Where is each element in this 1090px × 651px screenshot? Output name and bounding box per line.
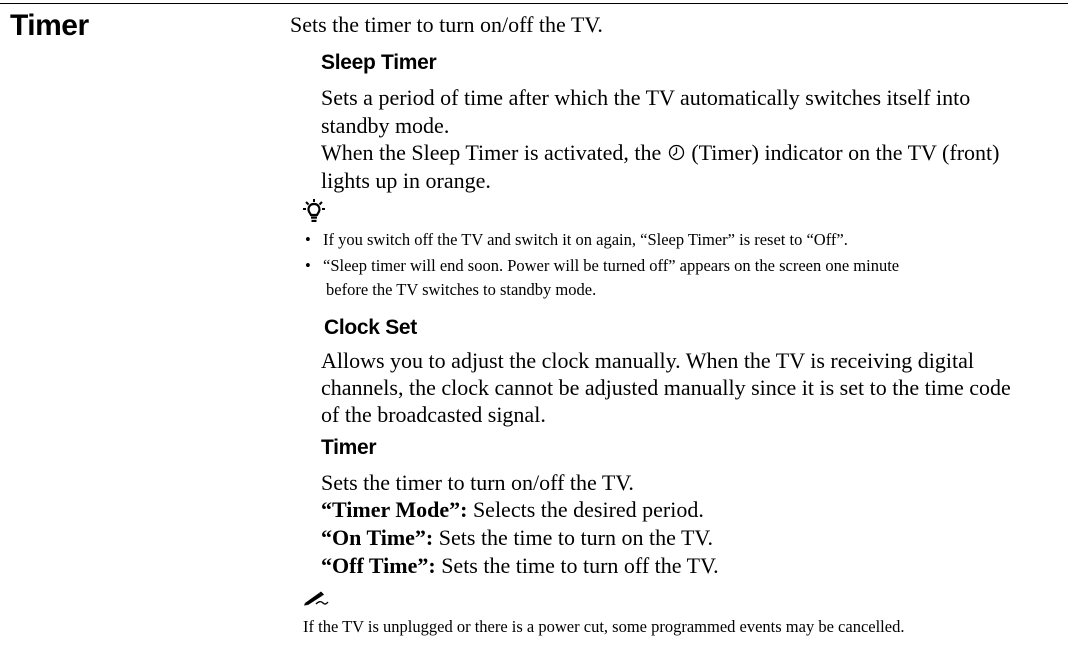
timer-mode-row xyxy=(321,496,704,524)
lightbulb-hint-icon xyxy=(303,198,325,224)
timer-heading: Timer xyxy=(321,436,377,459)
on-time-text: Sets the time to turn on the TV. xyxy=(438,525,713,550)
sleep-timer-text-line3-end: (Timer) indicator on the TV (front) xyxy=(691,140,1000,165)
pencil-note-icon xyxy=(303,590,329,606)
tip-bullet-1-text: If you switch off the TV and switch it on again, “Sleep Timer” is reset to “Off”. xyxy=(323,230,848,249)
timer-indicator-icon xyxy=(668,144,685,161)
clock-set-text-line2: channels, the clock cannot be adjusted manually since it is set to the time code xyxy=(321,375,1011,400)
off-time-row xyxy=(321,552,719,580)
sleep-timer-heading: Sleep Timer xyxy=(321,51,437,74)
section-intro: Sets the timer to turn on/off the TV. xyxy=(290,12,603,37)
section-title: Timer xyxy=(10,9,89,42)
sleep-timer-text-line3 xyxy=(321,139,999,167)
sleep-timer-text-line4: lights up in orange. xyxy=(321,168,491,193)
tip-bullet-2-text-line2: before the TV switches to standby mode. xyxy=(326,280,597,299)
tip-bullet-1 xyxy=(305,229,848,250)
note-text: If the TV is unplugged or there is a power cut, some programmed events may be cancelled. xyxy=(303,617,905,636)
timer-text-line1: Sets the timer to turn on/off the TV. xyxy=(321,470,634,495)
off-time-text: Sets the time to turn off the TV. xyxy=(441,553,719,578)
clock-set-heading: Clock Set xyxy=(324,316,417,339)
tip-bullet-2-text-line1: “Sleep timer will end soon. Power will be turned off” appears on the screen one minute xyxy=(323,256,900,275)
sleep-timer-text-line1: Sets a period of time after which the TV automatically switches itself into xyxy=(321,85,971,110)
sleep-timer-text-line2: standby mode. xyxy=(321,113,450,138)
bullet-dot: • xyxy=(305,230,311,249)
top-rule xyxy=(0,3,1068,4)
on-time-label: “On Time”: xyxy=(321,525,434,550)
tip-bullet-2 xyxy=(305,255,899,276)
clock-set-text-line3: of the broadcasted signal. xyxy=(321,402,546,427)
on-time-row xyxy=(321,524,713,552)
off-time-label: “Off Time”: xyxy=(321,553,436,578)
sleep-timer-text-line3-start: When the Sleep Timer is activated, the xyxy=(321,140,662,165)
timer-mode-text: Selects the desired period. xyxy=(472,497,704,522)
timer-mode-label: “Timer Mode”: xyxy=(321,497,468,522)
bullet-dot: • xyxy=(305,256,311,275)
clock-set-text-line1: Allows you to adjust the clock manually. When the TV is receiving digital xyxy=(321,348,974,373)
